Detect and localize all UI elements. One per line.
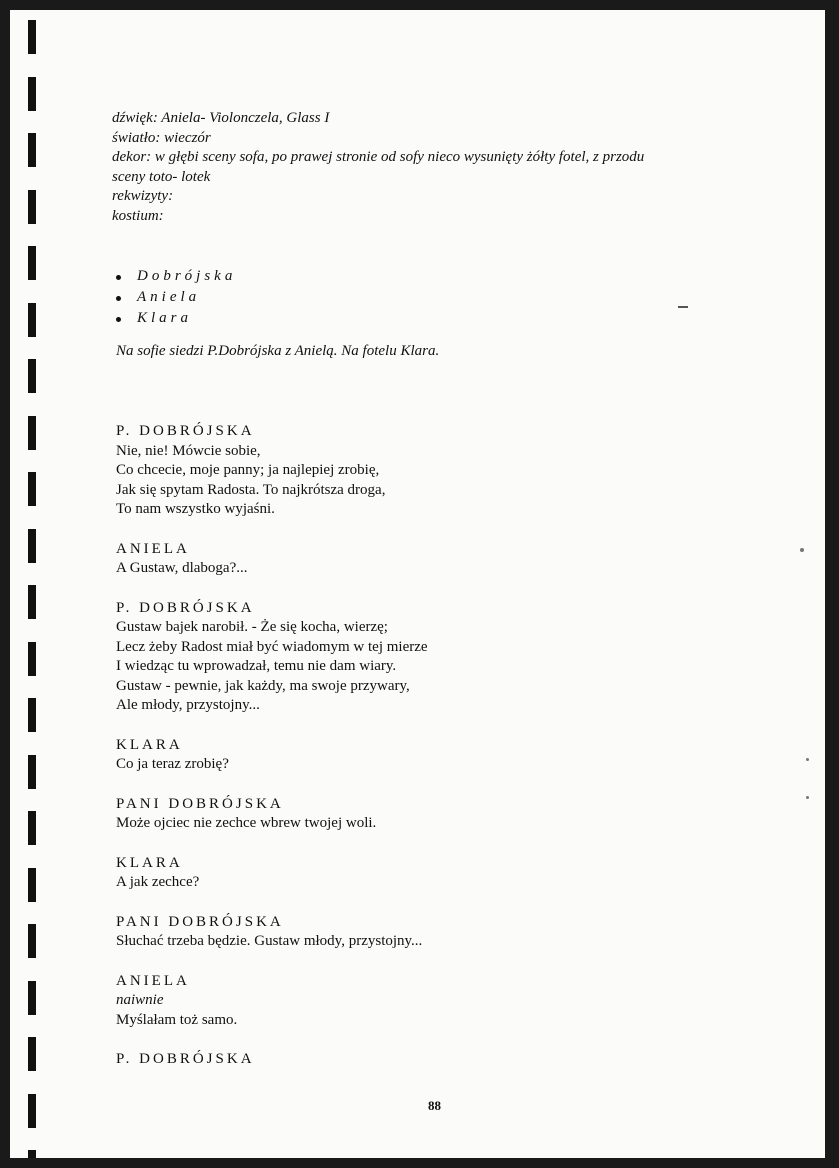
binding-hole: [28, 472, 36, 506]
binding-hole: [28, 529, 36, 563]
note-set-cont: sceny toto- lotek: [112, 168, 211, 185]
binding-hole: [28, 868, 36, 902]
scan-speck: [800, 548, 804, 552]
cast-item: Aniela: [112, 287, 236, 308]
page-number: 88: [428, 1098, 441, 1113]
document-page: [10, 10, 825, 1158]
speech-block: [116, 422, 428, 520]
binding-hole: [28, 981, 36, 1015]
speech-block: [116, 1050, 428, 1070]
speaker-name: P. DOBRÓJSKA: [116, 1051, 255, 1067]
speaker-name: P. DOBRÓJSKA: [116, 423, 255, 439]
speech-block: [116, 972, 428, 1031]
binding-hole: [28, 246, 36, 280]
scan-speck: [806, 758, 809, 761]
note-set: dekor: w głębi sceny sofa, po prawej stronie od sofy nieco wysunięty żółty fotel, z przodu: [112, 149, 645, 165]
speaker-name: PANI DOBRÓJSKA: [116, 795, 284, 812]
speech-line: Gustaw bajek narobił. - Że się kocha, wierzę;: [116, 619, 388, 635]
speech-line: I wiedząc tu wprowadzał, temu nie dam wiary.: [116, 658, 397, 674]
scan-speck: [806, 796, 809, 799]
note-light: światło: wieczór: [112, 129, 211, 146]
speaker-name: P. DOBRÓJSKA: [116, 599, 255, 616]
binding-hole: [28, 190, 36, 224]
binding-hole: [28, 642, 36, 676]
binding-hole: [28, 416, 36, 450]
speech-line: Co chcecie, moje panny; ja najlepiej zrobię,: [116, 462, 380, 478]
speech-line: Co ja teraz zrobię?: [116, 756, 229, 772]
speech-line: A jak zechce?: [116, 874, 200, 890]
speech-line: Słuchać trzeba będzie. Gustaw młody, przystojny...: [116, 933, 423, 949]
binding-hole: [28, 755, 36, 789]
speech-direction: naiwnie: [116, 992, 164, 1008]
binding-hole: [28, 585, 36, 619]
speech-block: [116, 599, 428, 716]
note-props: rekwizyty:: [112, 188, 174, 204]
speech-block: [116, 913, 428, 952]
binding-hole: [28, 20, 36, 54]
speech-line: Nie, nie! Mówcie sobie,: [116, 442, 261, 459]
speaker-name: KLARA: [116, 736, 183, 753]
speech-line: Myślałam toż samo.: [116, 1011, 238, 1028]
speaker-name: KLARA: [116, 854, 183, 871]
binding-hole: [28, 303, 36, 337]
stage-direction: Na sofie siedzi P.Dobrójska z Anielą. Na fotelu Klara.: [116, 343, 440, 359]
speech-line: Gustaw - pewnie, jak każdy, ma swoje przywary,: [116, 677, 410, 694]
speech-line: A Gustaw, dlaboga?...: [116, 560, 248, 576]
binding-hole: [28, 924, 36, 958]
binding-hole: [28, 811, 36, 845]
binding-strip: [28, 10, 38, 1158]
scan-speck: [678, 306, 688, 308]
binding-hole: [28, 1094, 36, 1128]
binding-hole: [28, 133, 36, 167]
speech-block: [116, 854, 428, 893]
speech-block: [116, 795, 428, 834]
speech-line: Jak się spytam Radosta. To najkrótsza droga,: [116, 481, 386, 498]
speech-line: Może ojciec nie zechce wbrew twojej woli.: [116, 815, 377, 831]
speech-line: Ale młody, przystojny...: [116, 697, 260, 713]
speech-block: [116, 736, 428, 775]
speech-block: [116, 540, 428, 579]
note-costume: kostium:: [112, 207, 164, 224]
cast-item: Klara: [112, 308, 236, 329]
speech-line: Lecz żeby Radost miał być wiadomym w tej mierze: [116, 638, 428, 655]
note-sound: dźwięk: Aniela- Violonczela, Glass I: [112, 110, 330, 126]
binding-hole: [28, 359, 36, 393]
binding-hole: [28, 1037, 36, 1071]
binding-hole: [28, 698, 36, 732]
speaker-name: ANIELA: [116, 972, 190, 989]
binding-hole: [28, 1150, 36, 1158]
speech-line: To nam wszystko wyjaśni.: [116, 501, 275, 517]
dialogue: [116, 422, 428, 1090]
binding-hole: [28, 77, 36, 111]
cast-list: [112, 266, 236, 329]
speaker-name: PANI DOBRÓJSKA: [116, 913, 284, 930]
production-notes: [112, 109, 644, 226]
cast-item: Dobrójska: [112, 266, 236, 287]
speaker-name: ANIELA: [116, 540, 190, 557]
